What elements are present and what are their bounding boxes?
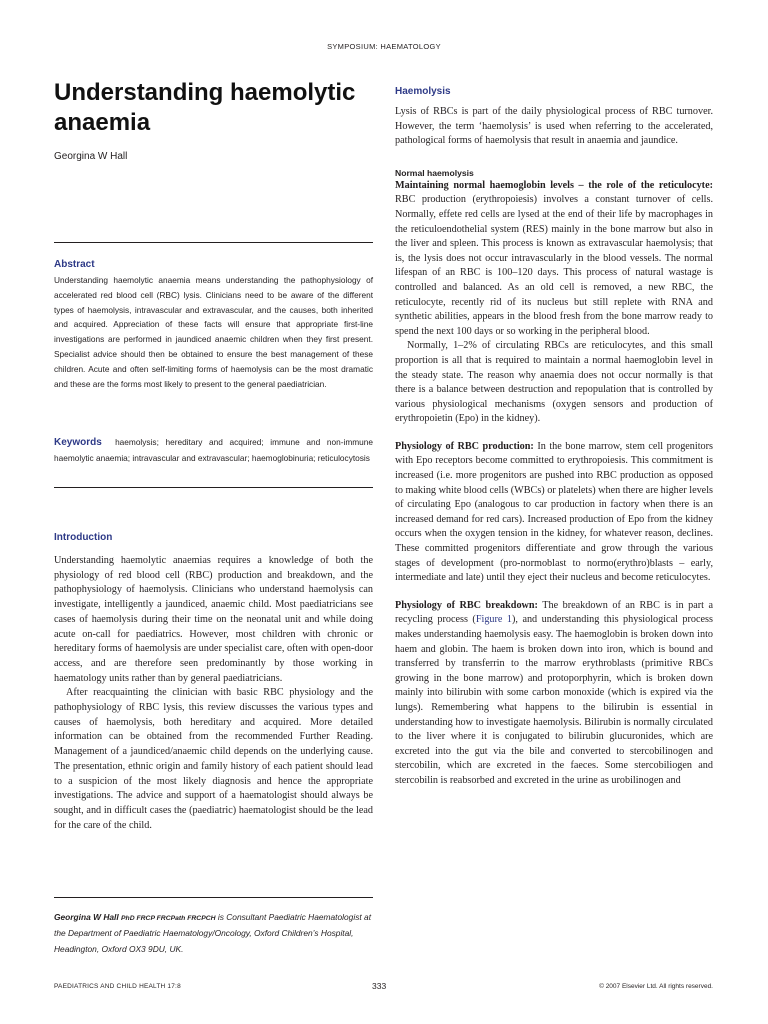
abstract-bottom-rule (54, 487, 373, 488)
author-name: Georgina W Hall (54, 151, 128, 162)
introduction-heading: Introduction (54, 532, 113, 543)
copyright-footer: © 2007 Elsevier Ltd. All rights reserved. (599, 983, 713, 990)
production-paragraph (395, 440, 713, 586)
haemolysis-heading: Haemolysis (395, 86, 451, 97)
introduction-paragraph-2: After reacquainting the clinician with basic RBC physiology and the pathophysiology of RBC lysis, this review discusses the various types and causes of haemolysis, both hereditary and acquired. More detailed information can be obtained from the recommended Further Reading. Management of a jaundiced/anaemic child depends on the underlying cause. The presentation, ethnic origin and family history of each patient should lead to a suspicion of the most likely diagnosis and hence the appropriate investigations. The advice and support of a haematologist should always be sought, and in difficult cases the (paediatric) haematologist should be the lead for the care of the child. (54, 687, 373, 831)
journal-footer: PAEDIATRICS AND CHILD HEALTH 17:8 (54, 983, 181, 990)
affiliation-rule (54, 897, 373, 898)
keywords-label: Keywords (54, 437, 102, 448)
affiliation-text: is Consultant Paediatric Haematologist at the Department of Paediatric Haematology/Oncology, Oxford Children’s Hospital, Headington, Oxford OX3 9DU, UK. (54, 912, 372, 954)
introduction-body (54, 554, 373, 833)
author-affiliation (54, 910, 373, 957)
normal-haemolysis-heading: Normal haemolysis (395, 167, 474, 178)
figure-1-link[interactable]: Figure 1 (475, 614, 513, 626)
breakdown-lead: Physiology of RBC breakdown: (395, 599, 538, 611)
production-lead: Physiology of RBC production: (395, 440, 534, 452)
abstract-text: Understanding haemolytic anaemia means understanding the pathophysiology of accelerated red blood cell (RBC) lysis. Clinicians need to be aware of the different types of haemolysis, intravascular and extravascular, and the causes, both inherited and acquired. Appreciation of these facts will ensure that appropriate first-line investigations are performed in jaundiced anaemic children when they first present. Specialist advice should then be obtained to ensure the best management of these children. Acute and often self-limiting forms of haemolysis can be the most dramatic and these are the forms most likely to present to the general paediatrician. (54, 275, 373, 389)
affiliation-degrees: PhD FRCP FRCPath FRCPCH (121, 915, 216, 922)
abstract-top-rule (54, 242, 373, 243)
introduction-paragraph-1: Understanding haemolytic anaemias requires a knowledge of both the physiology of red blood cell (RBC) production and breakdown, and the pathophysiology of haemolysis. Clinicians who understand haemolysis can investigate, intelligently a jaundiced, anaemic child. Most paediatricians see cases of haemolysis during their time on the neonatal unit and while doing acute on-call for paediatrics. However, most children with chronic or hereditary forms of haemolysis are under specialist care, often with open-door access, and are therefore seen predominantly by those working in haematology units rather than by general paediatricians. (54, 555, 373, 684)
page-number: 333 (372, 981, 387, 991)
production-text: In the bone marrow, stem cell progenitors with Epo receptors become committed to erythropoiesis. This commitment is increased (i.e. more progenitors are pushed into RBC production as opposed to making white blood cells (WBCs) or platelets) when there are higher levels of circulating Epo (analogous to car production in factory when there is an increased demand for red cars). Increased production of Epo from the kidney occurs when the oxygen tension in the kidney, for whatever reason, declines. These committed progenitors differentiate and grow through the various stages of development (pro-normoblast to normo(erythro)blasts – early, intermediate and late) until they eject their nucleus and become reticulocytes. (395, 440, 714, 584)
breakdown-text-a: The breakdown of an RBC is in part a recycling process ( (395, 599, 713, 626)
affiliation-name: Georgina W Hall (54, 912, 119, 922)
breakdown-text-b: ), and understanding this physiological process makes understanding haemolysis easy. The haemoglobin is broken down into haem and globin. The haem is broken down into iron, which is bound and transferred by transferrin to the marrow erythroblasts (primitive RBCs growing in the bone marrow) and protoporphyrin, which is broken down mainly into bilirubin with some carbon monoxide (which is expired via the lungs). Remembering what happens to the bilirubin is essential in understanding how to investigate haemolysis. Bilirubin is normally circulated to the liver where it is conjugated to bilirubin glucuronides, which are excreted into the gut via the bile and converted to stercobilinogen and stercobilin, which are excreted in the faeces. Some stercobiliogen and stercobilin is reabsorbed and excreted in the urine as urobilinogen and (395, 614, 713, 786)
keywords-text: haemolysis; hereditary and acquired; immune and non-immune haemolytic anaemia; intravascular and extravascular; haemoglobinuria; reticulocytosis (54, 437, 373, 463)
reticulocyte-lead: Maintaining normal haemoglobin levels – the role of the reticulocyte: (395, 179, 713, 191)
reticulocyte-paragraph (395, 179, 713, 340)
running-header: SYMPOSIUM: HAEMATOLOGY (327, 42, 441, 51)
abstract-heading: Abstract (54, 259, 95, 270)
breakdown-paragraph (395, 599, 713, 789)
keywords (54, 435, 373, 466)
article-title: Understanding haemolytic anaemia (54, 79, 356, 136)
right-column (395, 86, 713, 789)
reticulocyte-paragraph-2: Normally, 1–2% of circulating RBCs are reticulocytes, and this small proportion is all that is required to maintain a normal haemoglobin level in the steady state. The reason why anaemia does not occur normally is that there is a balance between destruction and repopulation that is controlled by various physiological mechanisms (oxygen sensors and production of erythropoietin (Epo) in the kidney). (395, 340, 713, 425)
haemolysis-intro: Lysis of RBCs is part of the daily physiological process of RBC turnover. However, the term ‘haemolysis’ is used when referring to the accelerated, pathological forms of haemolysis that result in anaemia and jaundice. (395, 106, 713, 147)
reticulocyte-text: RBC production (erythropoiesis) involves a constant turnover of cells. Normally, effete red cells are lysed at the end of their life by macrophages in the reticuloendothelial system (RES) mainly in the bone marrow but also in the liver and spleen. This process is known as extravascular haemolysis; that is, the lysis does not occur intravascularly in the blood vessels. The normal lifespan of an RBC is 100–120 days. This process of natural wastage is controlled and balanced. As an old cell is removed, a new RBC, the reticulocyte, recently rid of its nucleus but still replete with RNA and synthetic abilities, appears in the blood fresh from the bone marrow ready to spend the next 100 days or so working in the peripheral blood. (395, 194, 713, 337)
